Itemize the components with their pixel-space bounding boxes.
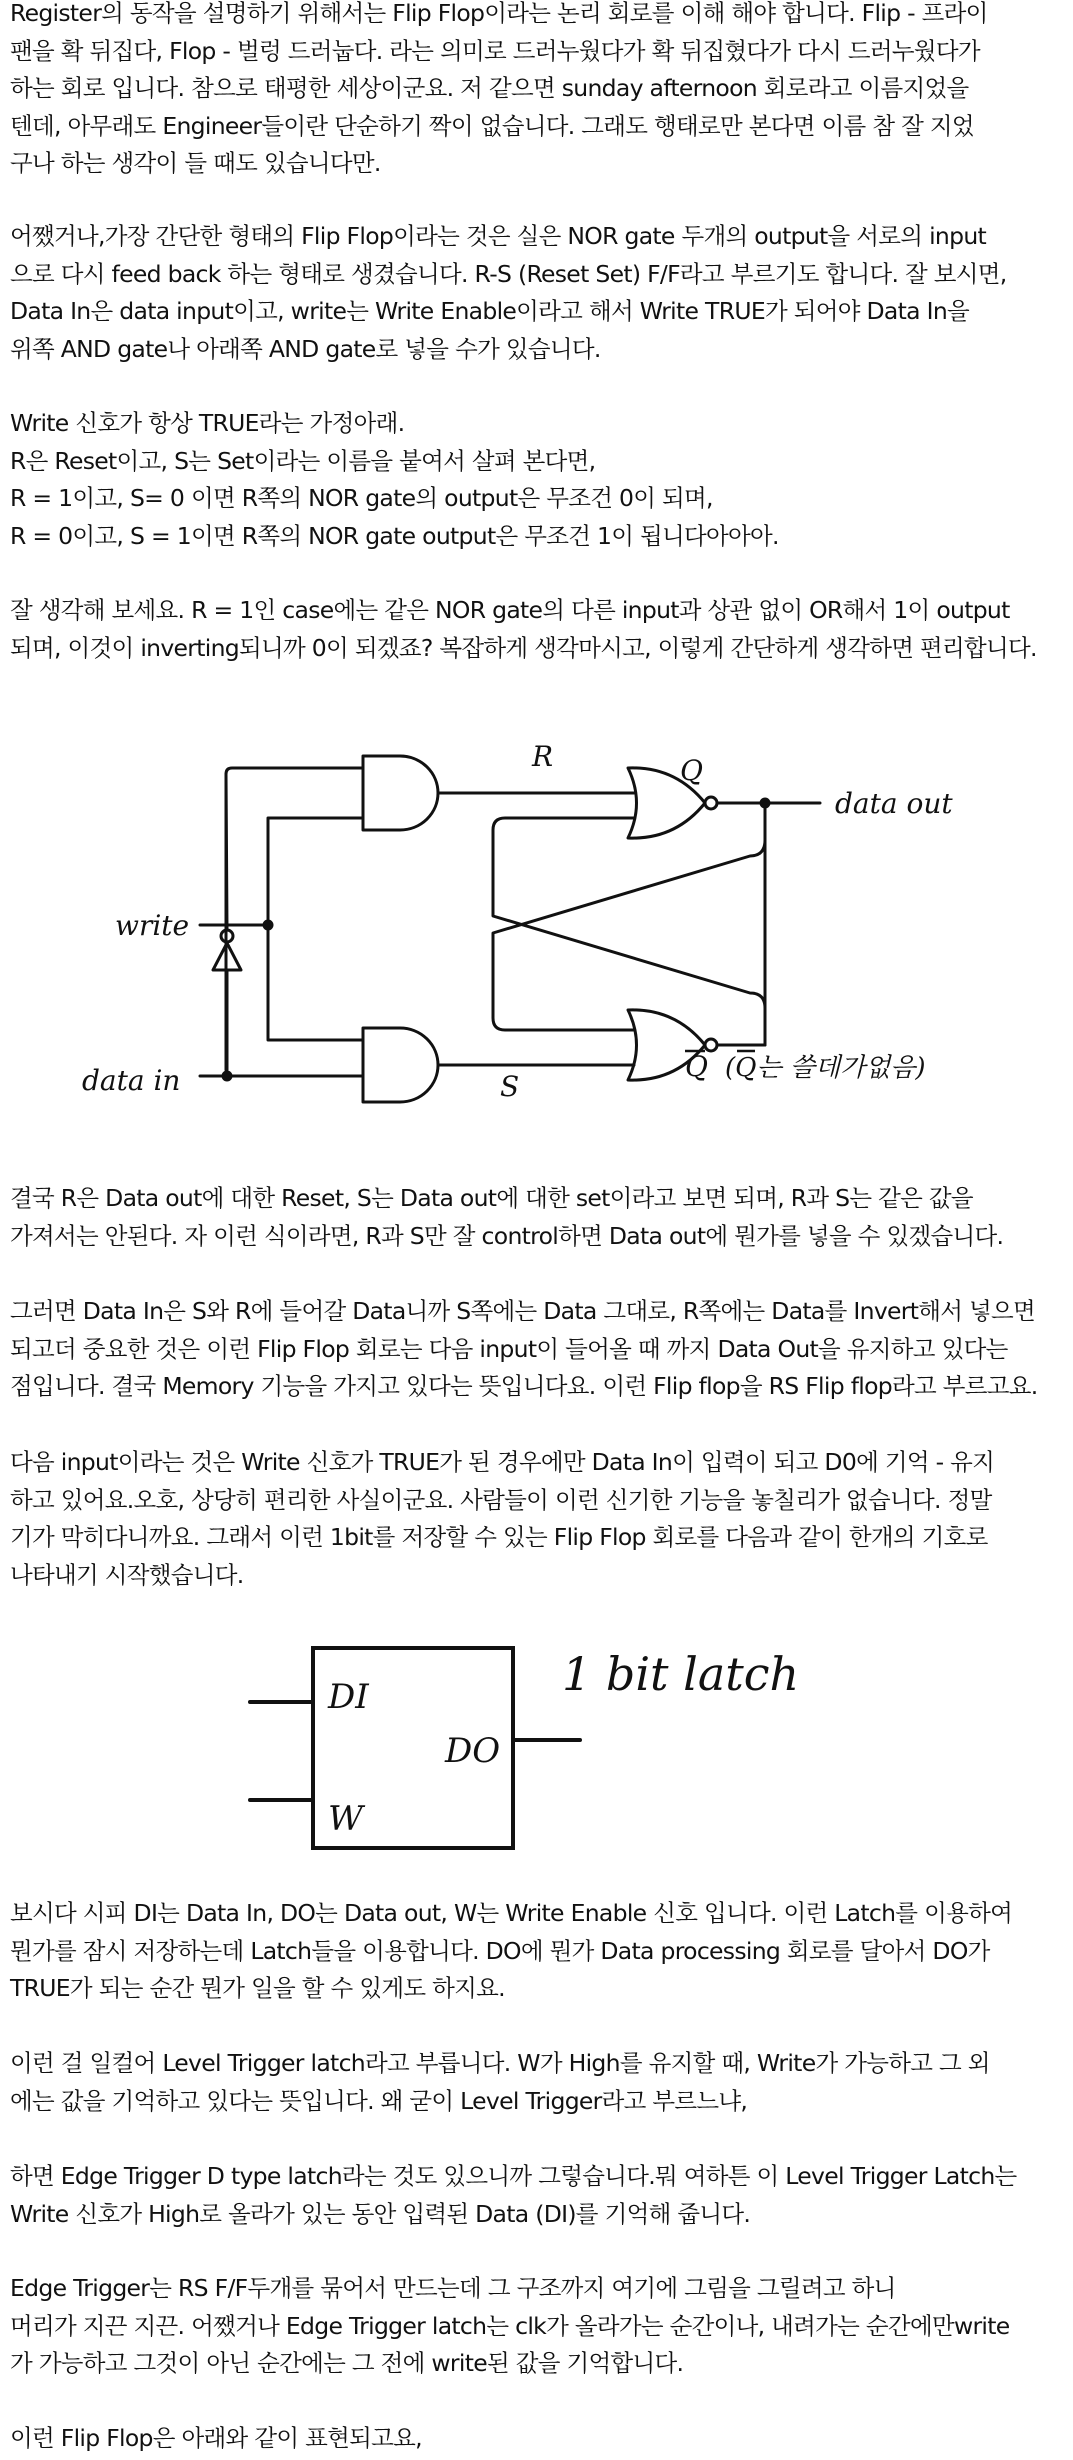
label-qbar: Q: [685, 1050, 708, 1083]
text-line: 잘 생각해 보세요. R = 1인 case에는 같은 NOR gate의 다른 input과 상관 없이 OR해서 1이 output: [10, 596, 1010, 624]
text-line: Edge Trigger는 RS F/F두개를 묶어서 만드는데 그 구조까지 여기에 그림을 그릴려고 하니: [10, 2274, 896, 2302]
text-line: 하는 회로 입니다. 참으로 태평한 세상이군요. 저 같으면 sunday afternoon 회로라고 이름지었을: [10, 74, 969, 102]
text-line: 하고 있어요.오호, 상당히 편리한 사실이군요. 사람들이 이런 신기한 기능을 놓칠리가 없습니다. 정말: [10, 1485, 992, 1514]
label-write: write: [115, 909, 190, 942]
text-line: 가져서는 안된다. 자 이런 식이라면, R과 S만 잘 control하면 Data out에 뭔가를 넣을 수 있겠습니다.: [10, 1221, 1004, 1250]
text-line: 하면 Edge Trigger D type latch라는 것도 있으니까 그렇습니다.뭐 여하튼 이 Level Trigger Latch는: [10, 2162, 1017, 2190]
paragraph-expression: [10, 2420, 1070, 2458]
paragraph-reset-set: [10, 405, 1070, 555]
and-gate-upper: [363, 756, 438, 830]
label-do: DO: [445, 1731, 501, 1771]
text-line: R은 Reset이고, S는 Set이라는 이름을 붙여서 살펴 본다면,: [10, 446, 596, 475]
and-gate-lower: [363, 1028, 438, 1102]
text-line: Register의 동작을 설명하기 위해서는 Flip Flop이라는 논리 회로를 이해 해야 합니다. Flip - 프라이: [10, 0, 988, 27]
text-line: 보시다 시피 DI는 Data In, DO는 Data out, W는 Write Enable 신호 입니다. 이런 Latch를 이용하여: [10, 1899, 1013, 1927]
label-qbar-note: (Q는 쓸데가없음): [725, 1053, 926, 1083]
label-r: R: [532, 740, 554, 773]
text-line: R = 0이고, S = 1이면 R쪽의 NOR gate output은 무조건 1이 됩니다아아아.: [10, 521, 779, 550]
text-line: 머리가 지끈 지끈. 어쨌거나 Edge Trigger latch는 clk가 올라가는 순간이나, 내려가는 순간에만write: [10, 2311, 1010, 2340]
text-line: Write 신호가 High로 올라가 있는 동안 입력된 Data (DI)를 기억해 줍니다.: [10, 2199, 751, 2228]
nor-bubble-upper: [705, 797, 717, 809]
paragraph-think: [10, 592, 1070, 667]
text-line: 팬을 확 뒤집다, Flop - 벌렁 드러눕다. 라는 의미로 드러누웠다가 확 뒤집혔다가 다시 드러누웠다가: [10, 36, 980, 65]
text-line: Write 신호가 항상 TRUE라는 가정아래.: [10, 409, 405, 437]
rs-flipflop-diagram: [60, 718, 1000, 1118]
text-line: 이런 Flip Flop은 아래와 같이 표현되고요,: [10, 2424, 422, 2452]
latch-symbol-diagram: [240, 1630, 840, 1860]
paragraph-intro: [10, 0, 1070, 183]
label-w: W: [328, 1799, 363, 1839]
paragraph-edge-trigger-detail: [10, 2270, 1070, 2383]
paragraph-edge-trigger: [10, 2158, 1070, 2233]
text-line: 점입니다. 결국 Memory 기능을 가지고 있다는 뜻입니다요. 이런 Flip flop을 RS Flip flop라고 부르고요.: [10, 1372, 1038, 1400]
text-line: 에는 값을 기억하고 있다는 뜻입니다. 왜 굳이 Level Trigger라고 부르느냐,: [10, 2086, 748, 2115]
text-line: 다음 input이라는 것은 Write 신호가 TRUE가 된 경우에만 Data In이 입력이 되고 D0에 기억 - 유지: [10, 1448, 995, 1476]
text-line: 기가 막히다니까요. 그래서 이런 1bit를 저장할 수 있는 Flip Flop 회로를 다음과 같이 한개의 기호로: [10, 1523, 988, 1551]
label-data-out: data out: [835, 787, 953, 820]
text-line: 가 가능하고 그것이 아닌 순간에는 그 전에 write된 값을 기억합니다.: [10, 2349, 684, 2377]
text-line: 뭔가를 잠시 저장하는데 Latch들을 이용합니다. DO에 뭔가 Data processing 회로를 달아서 DO가: [10, 1936, 990, 1965]
text-line: 나타내기 시작했습니다.: [10, 1560, 244, 1589]
latch-title: 1 bit latch: [562, 1647, 800, 1701]
paragraph-conclusion: [10, 1180, 1070, 1255]
text-line: 이런 걸 일컬어 Level Trigger latch라고 부릅니다. W가 High를 유지할 때, Write가 가능하고 그 외: [10, 2049, 990, 2077]
text-line: 텐데, 아무래도 Engineer들이란 단순하기 짝이 없습니다. 그래도 행태로만 본다면 이름 참 잘 지었: [10, 111, 974, 140]
text-line: 그러면 Data In은 S와 R에 들어갈 Data니까 S쪽에는 Data 그대로, R쪽에는 Data를 Invert해서 넣으면: [10, 1297, 1036, 1325]
text-line: 되고더 중요한 것은 이런 Flip Flop 회로는 다음 input이 들어올 때 까지 Data Out을 유지하고 있다는: [10, 1334, 1008, 1363]
label-data-in: data in: [82, 1064, 181, 1097]
text-line: TRUE가 되는 순간 뭔가 일을 할 수 있게도 하지요.: [10, 1974, 505, 2002]
text-line: 구나 하는 생각이 들 때도 있습니다만.: [10, 149, 381, 177]
text-line: 위쪽 AND gate나 아래쪽 AND gate로 넣을 수가 있습니다.: [10, 334, 601, 363]
text-line: R = 1이고, S= 0 이면 R쪽의 NOR gate의 output은 무조건 0이 되며,: [10, 484, 713, 512]
label-di: DI: [328, 1677, 369, 1717]
text-line: Data In은 data input이고, write는 Write Enable이라고 해서 Write TRUE가 되어야 Data In을: [10, 297, 970, 325]
paragraph-memory: [10, 1293, 1070, 1406]
text-line: 어쨌거나,가장 간단한 형태의 Flip Flop이라는 것은 실은 NOR gate 두개의 output을 서로의 input: [10, 222, 987, 250]
label-q: Q: [680, 754, 703, 787]
text-line: 으로 다시 feed back 하는 형태로 생겼습니다. R-S (Reset Set) F/F라고 부르기도 합니다. 잘 보시면,: [10, 259, 1007, 288]
paragraph-flipflop-structure: [10, 218, 1070, 368]
paragraph-latch-usage: [10, 1895, 1070, 2008]
text-line: 결국 R은 Data out에 대한 Reset, S는 Data out에 대한 set이라고 보면 되며, R과 S는 같은 값을: [10, 1184, 973, 1212]
paragraph-level-trigger: [10, 2045, 1070, 2120]
label-s: S: [500, 1070, 520, 1103]
text-line: 되며, 이것이 inverting되니까 0이 되겠죠? 복잡하게 생각마시고, 이렇게 간단하게 생각하면 편리합니다.: [10, 633, 1037, 662]
paragraph-symbol: [10, 1444, 1070, 1594]
